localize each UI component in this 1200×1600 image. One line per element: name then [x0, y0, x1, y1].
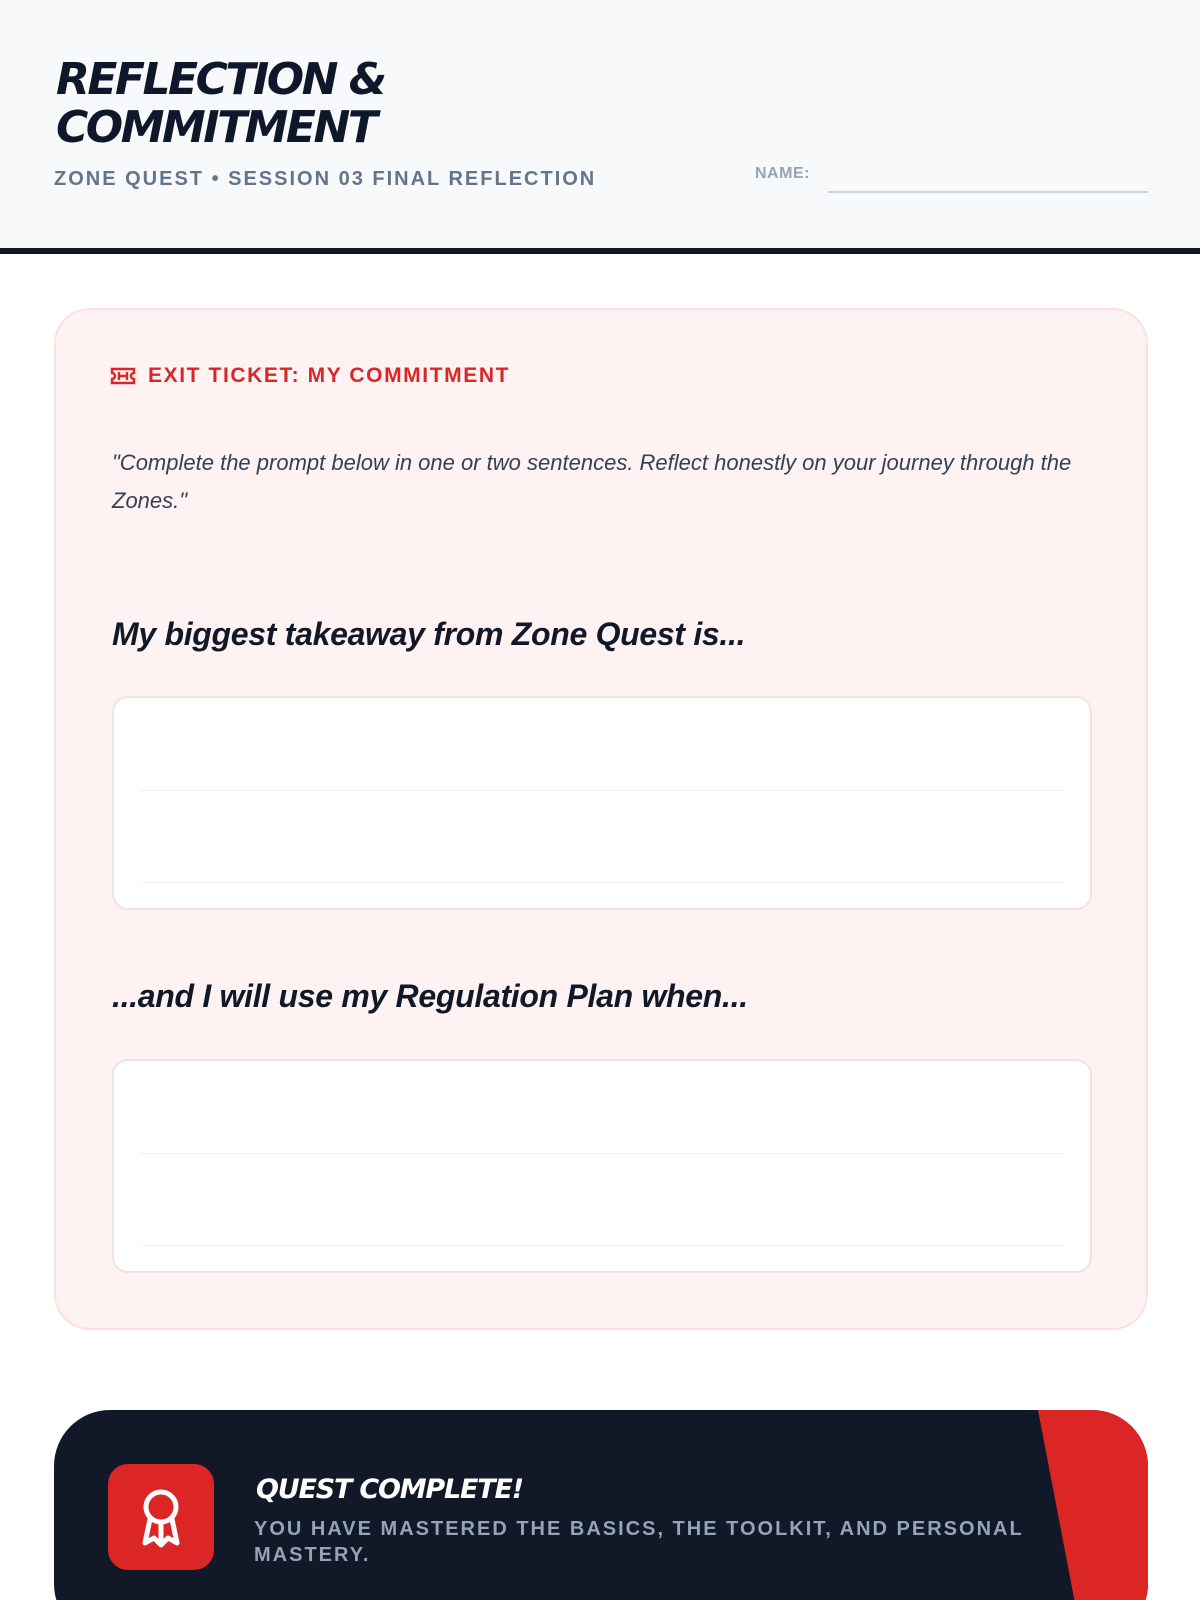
writing-line [140, 790, 1064, 791]
title-line-1: REFLECTION & [56, 54, 385, 105]
instructions-text: "Complete the prompt below in one or two sentences. Reflect honestly on your journey through the Zones." [112, 450, 1072, 513]
title-line-2: COMMITMENT [56, 102, 376, 153]
prompt-takeaway: My biggest takeaway from Zone Quest is... [112, 616, 746, 652]
exit-ticket-header [110, 364, 510, 388]
accent-slash [1038, 1410, 1148, 1600]
quest-complete-subtitle: YOU HAVE MASTERED THE BASICS, THE TOOLKIT, AND PERSONAL MASTERY. [254, 1518, 1024, 1566]
answer-box-takeaway[interactable] [112, 696, 1092, 910]
page-header [0, 0, 1200, 254]
page-title [56, 56, 536, 152]
answer-box-regulation-plan[interactable] [112, 1059, 1092, 1273]
quest-complete-banner [54, 1410, 1148, 1600]
page-subtitle: ZONE QUEST • SESSION 03 FINAL REFLECTION [54, 168, 597, 190]
quest-complete-title: QUEST COMPLETE! [256, 1474, 523, 1505]
name-field[interactable] [828, 191, 1148, 193]
name-label: NAME: [755, 165, 810, 182]
award-badge [108, 1464, 214, 1570]
award-icon [135, 1485, 187, 1549]
writing-line [140, 1153, 1064, 1154]
exit-ticket-card [54, 308, 1148, 1330]
prompt-regulation-plan: ...and I will use my Regulation Plan when... [112, 978, 748, 1014]
writing-line [140, 1245, 1064, 1246]
ticket-icon [110, 367, 136, 385]
writing-line [140, 882, 1064, 883]
exit-ticket-label: EXIT TICKET: MY COMMITMENT [148, 364, 511, 387]
